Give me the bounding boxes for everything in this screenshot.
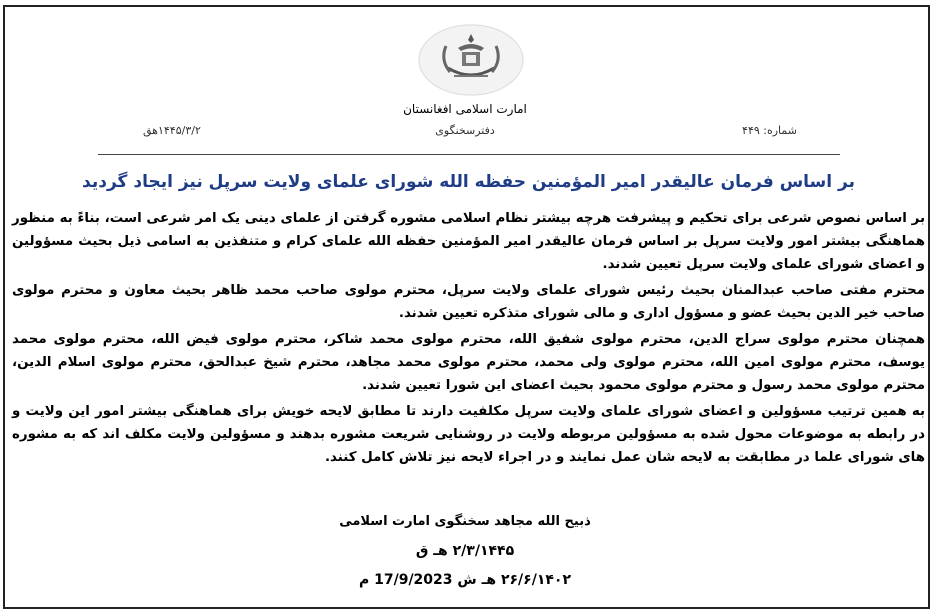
document-number: شماره: ۴۴۹: [742, 124, 797, 137]
paragraph: بر اساس نصوص شرعی برای تحکیم و پیشرفت هرچه بیشتر نظام اسلامی مشوره گرفتن از علمای دینی یک امر شرعی است، بناءً به منظور هماهنگی بیشتر امور ولایت سرپل بر اساس فرمان عالیقدر امیر المؤمنین حفظه الله علمای کرام و متنفذین به اسامی ذیل بحیث مسؤولین و اعضای شورای علمای ولایت سرپل تعیین شدند.: [12, 211, 925, 272]
document-date: ۱۴۴۵/۳/۲هق: [143, 124, 201, 137]
paragraph: به همین ترتیب مسؤولین و اعضای شورای علمای ولایت سرپل مکلفیت دارند تا مطابق لایحه خویش برای هماهنگی بیشتر امور این ولایت و در رابطه به موضوعات محول شده به مسؤولین مربوطه ولایت در روشنایی شریعت مشوره بدهند و مسؤولین ولایت مکلف اند که به مشوره های شورای علما در مطابقت به لایحه شان عمل نمایند و در اجراء لایحه نیز تلاش کامل کنند.: [12, 404, 925, 465]
paragraph: همچنان محترم مولوی سراج الدین، محترم مولوی شفیق الله، محترم مولوی محمد شاکر، محترم مولوی فیض الله، محترم مولوی محمد یوسف، محترم مولوی امین الله، محترم مولوی ولی محمد، محترم مولوی محمد مجاهد، محترم شیخ عبدالحق، محترم مولوی اسلام الدین، محترم مولوی محمد رسول و محترم مولوی محمود بحیث اعضای این شورا تعیین شدند.: [12, 332, 925, 393]
document-body: [12, 207, 925, 472]
signature-date-hijri: ۲/۳/۱۴۴۵ هـ ق: [415, 543, 515, 559]
header-divider: [98, 154, 840, 155]
signature-date-solar: ۲۶/۶/۱۴۰۲ هـ ش 17/9/2023 م: [358, 572, 572, 588]
paragraph: محترم مفتی صاحب عبدالمنان بحیث رئیس شورای علمای ولایت سرپل، محترم مولوی صاحب محمد ظاهر بحیث معاون و محترم مولوی صاحب خیر الدین بحیث عضو و مسؤول اداری و مالی شورای متذکره تعیین شدند.: [12, 283, 925, 321]
emirate-emblem-icon: [418, 24, 524, 96]
signatory-name: ذبیح الله مجاهد سخنگوی امارت اسلامی: [339, 514, 591, 529]
emirate-name: امارت اسلامی افغانستان: [403, 102, 527, 116]
document-title: بر اساس فرمان عالیقدر امیر المؤمنین حفظه الله شورای علمای ولایت سرپل نیز ایجاد گردید: [82, 172, 855, 192]
office-name: دفترسخنگوی: [435, 124, 495, 137]
